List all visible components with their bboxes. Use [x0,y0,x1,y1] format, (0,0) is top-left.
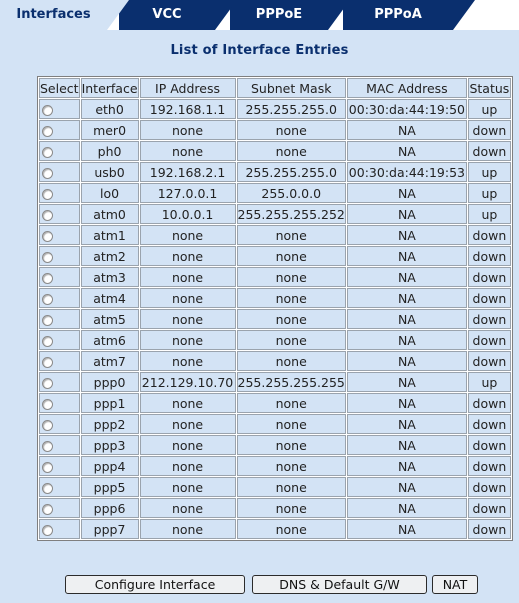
mac-address-cell: NA [347,372,467,392]
subnet-mask-cell: none [237,393,346,413]
interface-cell: atm7 [81,351,139,371]
select-cell [39,267,80,287]
subnet-mask-cell: 255.0.0.0 [237,183,346,203]
subnet-mask-cell: none [237,351,346,371]
ip-address-cell: 212.129.10.70 [140,372,236,392]
select-radio[interactable] [42,273,53,284]
select-cell [39,351,80,371]
interface-cell: ppp6 [81,498,139,518]
select-radio[interactable] [42,105,53,116]
subnet-mask-cell: 255.255.255.252 [237,204,346,224]
status-cell: down [468,456,511,476]
mac-address-cell: NA [347,183,467,203]
status-cell: down [468,120,511,140]
ip-address-cell: none [140,288,236,308]
select-radio[interactable] [42,378,53,389]
select-cell [39,120,80,140]
interface-cell: atm6 [81,330,139,350]
table-row [39,435,511,455]
interface-cell: ppp4 [81,456,139,476]
select-radio[interactable] [42,189,53,200]
subnet-mask-cell: none [237,477,346,497]
tab-vcc[interactable] [119,0,215,30]
table-header-row [39,78,511,98]
select-cell [39,414,80,434]
interface-cell: atm2 [81,246,139,266]
ip-address-cell: none [140,456,236,476]
status-cell: up [468,204,511,224]
status-cell: down [468,519,511,539]
status-cell: down [468,498,511,518]
table-row [39,519,511,539]
interface-cell: ppp7 [81,519,139,539]
select-cell [39,330,80,350]
tab-vcc-label: VCC [152,7,182,22]
subnet-mask-cell: none [237,288,346,308]
ip-address-cell: 192.168.1.1 [140,99,236,119]
interface-cell: atm1 [81,225,139,245]
mac-address-cell: NA [347,288,467,308]
subnet-mask-cell: none [237,456,346,476]
status-cell: up [468,372,511,392]
select-cell [39,246,80,266]
ip-address-cell: 127.0.0.1 [140,183,236,203]
tab-bar [0,0,519,30]
header-interface: Interface [81,78,139,98]
select-cell [39,372,80,392]
select-cell [39,393,80,413]
tab-pppoa-label: PPPoA [374,7,422,22]
select-cell [39,477,80,497]
mac-address-cell: NA [347,267,467,287]
table-row [39,309,511,329]
select-radio[interactable] [42,462,53,473]
status-cell: down [468,414,511,434]
select-cell [39,435,80,455]
interface-cell: eth0 [81,99,139,119]
ip-address-cell: none [140,330,236,350]
subnet-mask-cell: none [237,267,346,287]
subnet-mask-cell: none [237,330,346,350]
ip-address-cell: none [140,141,236,161]
select-cell [39,204,80,224]
table-row [39,246,511,266]
subnet-mask-cell: none [237,519,346,539]
select-cell [39,225,80,245]
interface-cell: atm4 [81,288,139,308]
select-radio[interactable] [42,525,53,536]
select-cell [39,456,80,476]
ip-address-cell: 10.0.0.1 [140,204,236,224]
select-cell [39,498,80,518]
select-cell [39,309,80,329]
table-row [39,267,511,287]
mac-address-cell: NA [347,351,467,371]
header-ip-address: IP Address [140,78,236,98]
ip-address-cell: none [140,477,236,497]
interface-cell: ppp2 [81,414,139,434]
ip-address-cell: none [140,267,236,287]
status-cell: down [468,330,511,350]
dns-default-gw-button[interactable]: DNS & Default G/W [252,575,427,594]
select-radio[interactable] [42,147,53,158]
interface-cell: mer0 [81,120,139,140]
select-radio[interactable] [42,441,53,452]
table-row [39,372,511,392]
subnet-mask-cell: none [237,498,346,518]
nat-button[interactable]: NAT [432,575,478,594]
select-radio[interactable] [42,168,53,179]
select-cell [39,183,80,203]
select-radio[interactable] [42,231,53,242]
subnet-mask-cell: 255.255.255.0 [237,162,346,182]
header-status: Status [468,78,511,98]
mac-address-cell: NA [347,309,467,329]
ip-address-cell: none [140,414,236,434]
tab-pppoa[interactable] [343,0,453,30]
interface-cell: atm5 [81,309,139,329]
mac-address-cell: 00:30:da:44:19:53 [347,162,467,182]
select-radio[interactable] [42,504,53,515]
select-radio[interactable] [42,252,53,263]
header-select: Select [39,78,80,98]
mac-address-cell: 00:30:da:44:19:50 [347,99,467,119]
header-subnet-mask: Subnet Mask [237,78,346,98]
select-radio[interactable] [42,315,53,326]
configure-interface-button[interactable]: Configure Interface [65,575,245,594]
ip-address-cell: none [140,225,236,245]
select-cell [39,162,80,182]
table-row [39,225,511,245]
subnet-mask-cell: none [237,225,346,245]
select-cell [39,141,80,161]
interface-cell: ppp1 [81,393,139,413]
subnet-mask-cell: none [237,120,346,140]
mac-address-cell: NA [347,393,467,413]
ip-address-cell: none [140,498,236,518]
status-cell: down [468,246,511,266]
table-row [39,288,511,308]
ip-address-cell: none [140,351,236,371]
select-cell [39,99,80,119]
select-cell [39,519,80,539]
interface-cell: ph0 [81,141,139,161]
mac-address-cell: NA [347,456,467,476]
interface-cell: ppp3 [81,435,139,455]
mac-address-cell: NA [347,225,467,245]
mac-address-cell: NA [347,477,467,497]
status-cell: down [468,267,511,287]
select-radio[interactable] [42,357,53,368]
tab-pppoe[interactable] [230,0,328,30]
status-cell: down [468,141,511,161]
tab-interfaces-label: Interfaces [16,7,91,22]
ip-address-cell: 192.168.2.1 [140,162,236,182]
status-cell: down [468,477,511,497]
table-row [39,183,511,203]
subnet-mask-cell: 255.255.255.255 [237,372,346,392]
subnet-mask-cell: 255.255.255.0 [237,99,346,119]
select-radio[interactable] [42,399,53,410]
mac-address-cell: NA [347,120,467,140]
status-cell: down [468,435,511,455]
interface-cell: lo0 [81,183,139,203]
mac-address-cell: NA [347,246,467,266]
header-mac-address: MAC Address [347,78,467,98]
status-cell: down [468,225,511,245]
table-row [39,120,511,140]
table-row [39,351,511,371]
status-cell: down [468,393,511,413]
mac-address-cell: NA [347,498,467,518]
tab-pppoe-label: PPPoE [255,7,303,22]
select-radio[interactable] [42,294,53,305]
interface-cell: ppp0 [81,372,139,392]
status-cell: up [468,162,511,182]
status-cell: down [468,351,511,371]
interface-cell: ppp5 [81,477,139,497]
table-row [39,393,511,413]
interface-cell: usb0 [81,162,139,182]
mac-address-cell: NA [347,519,467,539]
status-cell: down [468,288,511,308]
ip-address-cell: none [140,246,236,266]
table-row [39,330,511,350]
select-radio[interactable] [42,336,53,347]
interface-table [37,76,513,541]
status-cell: down [468,309,511,329]
table-row [39,141,511,161]
table-row [39,456,511,476]
table-row [39,204,511,224]
mac-address-cell: NA [347,330,467,350]
select-radio[interactable] [42,483,53,494]
subnet-mask-cell: none [237,414,346,434]
status-cell: up [468,183,511,203]
status-cell: up [468,99,511,119]
page-title: List of Interface Entries [170,43,349,58]
mac-address-cell: NA [347,435,467,455]
mac-address-cell: NA [347,414,467,434]
mac-address-cell: NA [347,141,467,161]
ip-address-cell: none [140,309,236,329]
ip-address-cell: none [140,120,236,140]
select-radio[interactable] [42,420,53,431]
table-row [39,162,511,182]
mac-address-cell: NA [347,204,467,224]
subnet-mask-cell: none [237,309,346,329]
ip-address-cell: none [140,435,236,455]
select-cell [39,288,80,308]
subnet-mask-cell: none [237,141,346,161]
subnet-mask-cell: none [237,435,346,455]
interface-cell: atm0 [81,204,139,224]
table-row [39,414,511,434]
table-row [39,477,511,497]
table-row [39,498,511,518]
ip-address-cell: none [140,393,236,413]
tab-interfaces[interactable] [0,0,107,30]
ip-address-cell: none [140,519,236,539]
interface-cell: atm3 [81,267,139,287]
table-row [39,99,511,119]
select-radio[interactable] [42,210,53,221]
subnet-mask-cell: none [237,246,346,266]
select-radio[interactable] [42,126,53,137]
